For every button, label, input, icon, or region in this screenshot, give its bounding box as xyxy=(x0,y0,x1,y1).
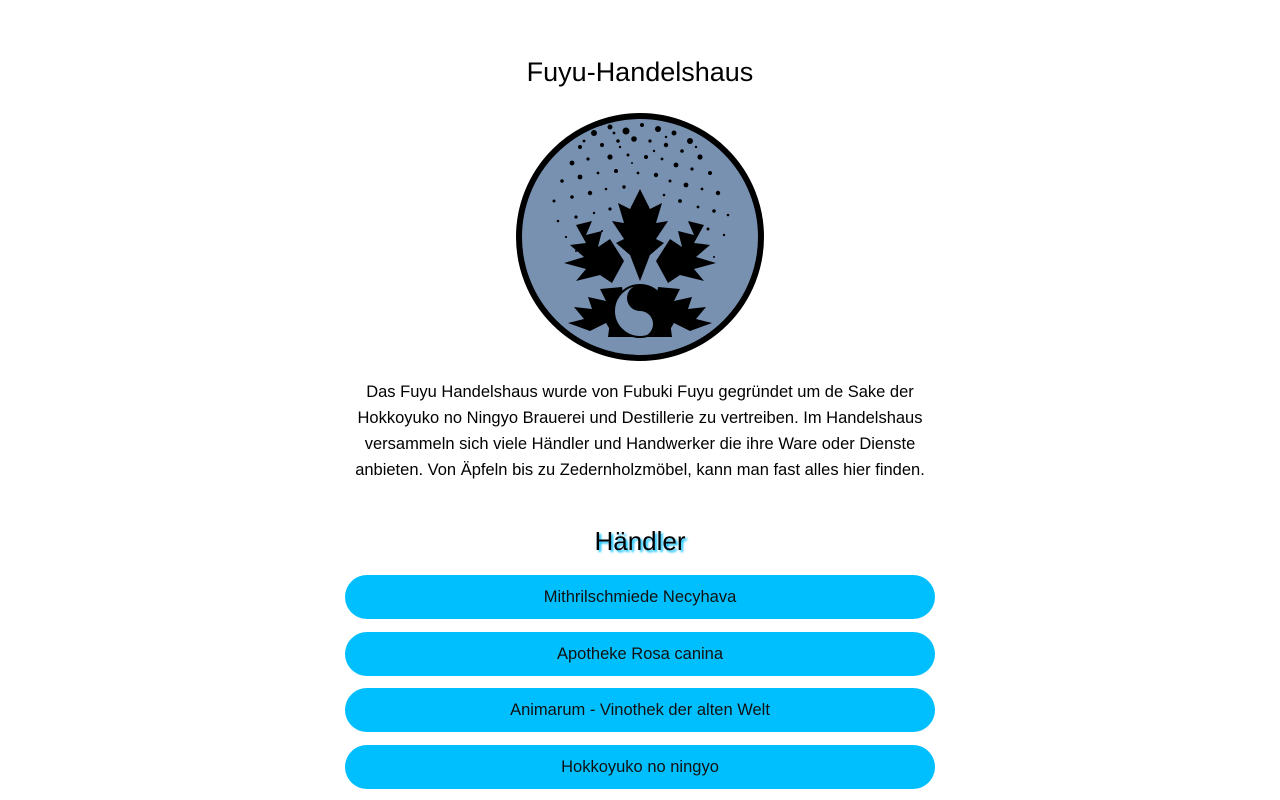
merchants-heading: Händler xyxy=(594,526,686,556)
merchant-button-hokkoyuko[interactable]: Hokkoyuko no ningyo xyxy=(345,745,935,789)
page-title: Fuyu-Handelshaus xyxy=(526,57,754,87)
merchant-list xyxy=(345,575,935,800)
merchant-button-mithrilschmiede[interactable]: Mithrilschmiede Necyhava xyxy=(345,575,935,619)
intro-text: Das Fuyu Handelshaus wurde von Fubuki Fuyu gegründet um de Sake der Hokkoyuko no Ningyo Brauerei und Destillerie zu vertreiben. Im Handelshaus versammeln sich viele Händler und Handwerker die ihre Ware oder Dienste anbieten. Von Äpfeln bis zu Zedernholzmöbel, kann man fast alles hier finden. xyxy=(355,383,925,479)
merchant-button-apotheke[interactable]: Apotheke Rosa canina xyxy=(345,632,935,676)
snowflake-yin-yang-emblem-icon xyxy=(514,111,766,363)
merchant-button-vinothek[interactable]: Animarum - Vinothek der alten Welt xyxy=(345,688,935,732)
